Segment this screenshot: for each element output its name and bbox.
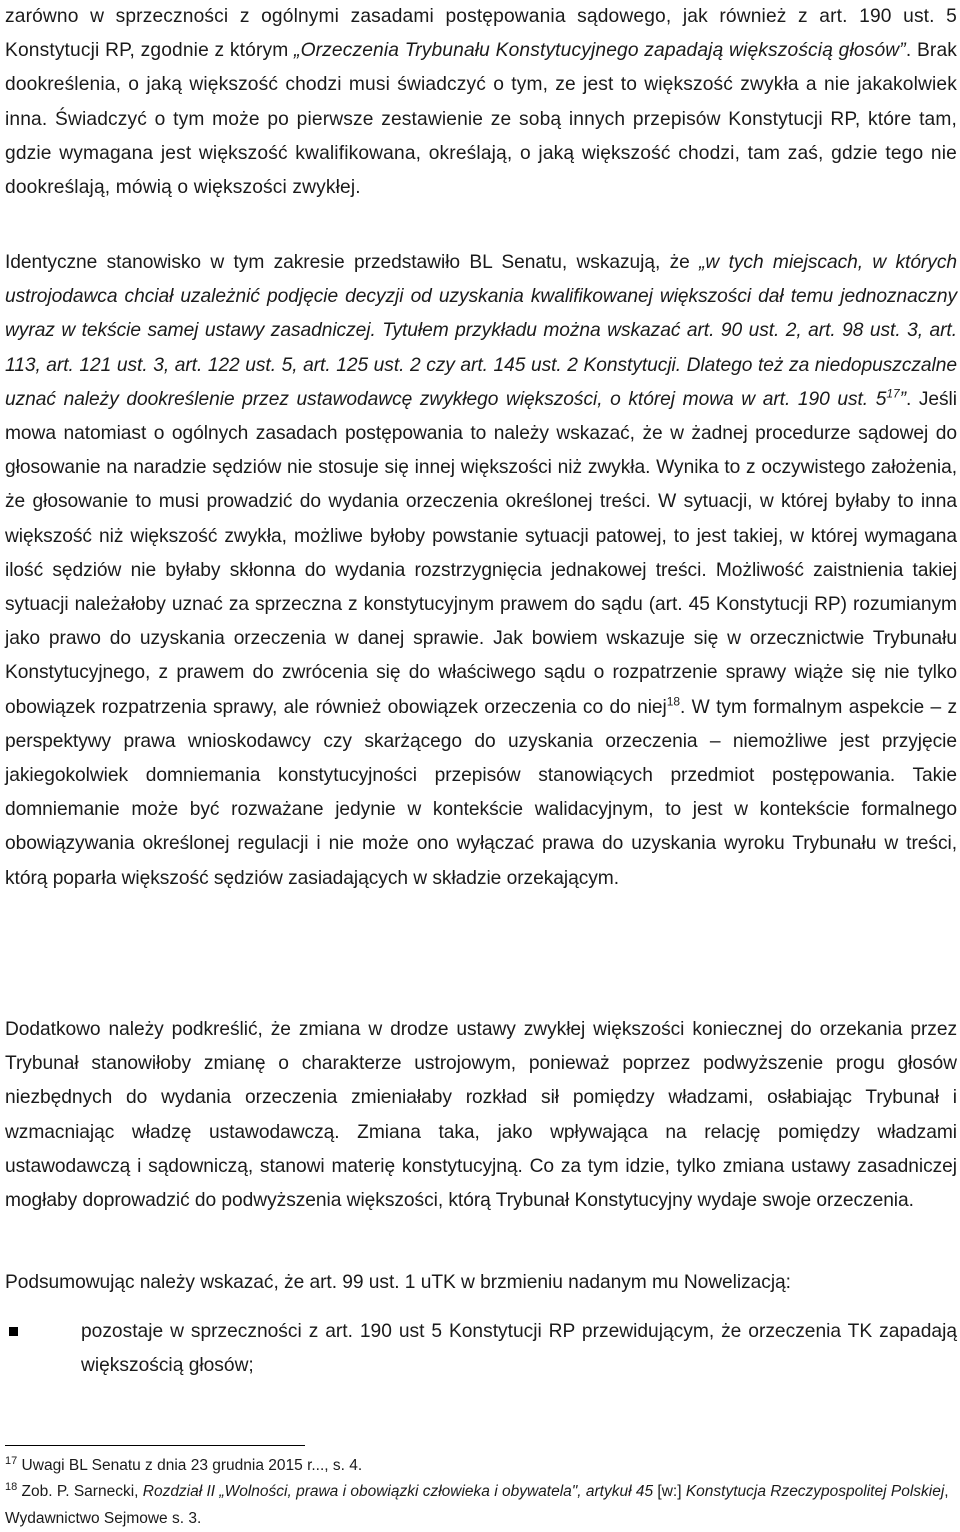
document-page: [5, 0, 958, 1377]
p2-quote-senate: [5, 252, 957, 410]
footnote-18: [5, 1478, 957, 1532]
p2-text-d: . Jeśli mowa natomiast o ogólnych zasadach postępowania to należy wskazać, że w żadnej procedurze sądowej do głosowanie na naradzie sędziów nie stosuje się innej większości niż zwykła. Wynika to z oczywistego założenia, że głosowanie to musi prowadzić do wydania orzeczenia określonej treści. W sytuacji, w której byłaby to inna większość niż większość zwykła, możliwe byłoby powstanie sytuacji patowej, to jest takiej, w której wymagana ilość sędziów nie byłaby skłonna do wydania rozstrzygnięcia jednakowej treści. Możliwość zaistnienia takiej sytuacji należałoby uznać za sprzeczna z konstytucyjnym prawem do sądu (art. 45 Konstytucji RP) rozumianym jako prawo do uzyskania orzeczenia w danej sprawie. Jak bowiem wskazuje się w orzecznictwie Trybunału Konstytucyjnego, z prawem do zwrócenia się do właściwego sądu o rozpatrzenie sprawy wiąże się nie tylko obowiązek rozpatrzenia sprawy, ale również obowiązek orzeczenia co do niej: [5, 388, 957, 718]
footnote-number-18: 18: [5, 1480, 18, 1493]
footnote-18-chapter-title: Rozdział II „Wolności, prawa i obowiązki człowieka i obywatela", artykuł 45: [142, 1483, 654, 1500]
footnote-18-text-a: Zob. P. Sarnecki,: [17, 1483, 143, 1500]
p1-text-a: zarówno w sprzeczności z ogólnymi zasadami postępowania sądowego, jak również z art. 190 ust. 5 Konstytucji RP, zgodnie z którym: [5, 6, 957, 62]
bullet-square-icon: [9, 1327, 18, 1336]
footnote-ref-17[interactable]: 17: [886, 386, 900, 401]
footnote-number-17: 17: [5, 1454, 18, 1467]
p2-quote-close: ”: [899, 388, 906, 410]
footnote-18-text-c: [w:]: [653, 1483, 686, 1500]
footnote-17: [5, 1452, 957, 1479]
p1-quote-constitution: „Orzeczenia Trybunału Konstytucyjnego zapadają większością głosów”: [294, 40, 906, 62]
paragraph-constitution-majority: [5, 0, 957, 205]
footnote-18-text-e: , Wydawnictwo Sejmowe s. 3.: [5, 1483, 949, 1527]
footnote-ref-18[interactable]: 18: [666, 694, 681, 709]
p1-text-c: . Brak dookreślenia, o jaką większość chodzi musi świadczyć o tym, ze jest to większość zwykła a nie jakakolwiek inna. Świadczyć o tym może po pierwsze zestawienie ze sobą innych przepisów Konstytucji RP, które tam, gdzie wymagana jest większość kwalifikowana, określają, o jaką większość chodzi, tam zaś, gdzie tego nie dookreślają, mówią o większości zwykłej.: [5, 40, 958, 199]
list-item-text: pozostaje w sprzeczności z art. 190 ust 5 Konstytucji RP przewidującym, że orzeczenia TK zapadają większością głosów;: [81, 1321, 957, 1377]
footnote-separator: [5, 1445, 305, 1446]
paragraph-systemic-change: Dodatkowo należy podkreślić, że zmiana w drodze ustawy zwykłej większości koniecznej do orzekania przez Trybunał stanowiłoby zmianę o charakterze ustrojowym, ponieważ poprzez podwyższenie progu głosów niezbędnych do wydania orzeczenia zmieniałaby rozkład sił pomiędzy władzami, osłabiając Trybunał i wzmacniając władzę ustawodawczą. Zmiana taka, jako wpływająca na relację pomiędzy władzami ustawodawczą i sądowniczą, stanowi materię konstytucyjną. Co za tym idzie, tylko zmiana ustawy zasadniczej mogłaby doprowadzić do podwyższenia większości, którą Trybunał Konstytucyjny wydaje swoje orzeczenia.: [5, 1019, 957, 1212]
paragraph-summary-intro: Podsumowując należy wskazać, że art. 99 ust. 1 uTK w brzmieniu nadanym mu Nowelizacją:: [5, 1272, 791, 1293]
p2-text-a: Identyczne stanowisko w tym zakresie przedstawiło BL Senatu, wskazują, że: [5, 252, 700, 273]
p2-quote-text: „w tych miejscach, w których ustrojodawca chciał uzależnić podjęcie decyzji od uzyskania kwalifikowanej większości dał temu jednoznaczny wyraz w tekście samej ustawy zasadniczej. Tytułem przykładu można wskazać art. 90 ust. 2, art. 98 ust. 3, art. 113, art. 121 ust. 3, art. 122 ust. 5, art. 125 ust. 2 czy art. 145 ust. 2 Konstytucji. Dlatego też za niedopuszczalne uznać należy dookreślenie przez ustawodawcę zwykłego większości, o której mowa w art. 190 ust. 5: [5, 252, 957, 410]
paragraph-senate-position: [5, 246, 957, 896]
footnote-18-book-title: Konstytucja Rzeczypospolitej Polskiej: [685, 1483, 945, 1500]
footnote-17-text: Uwagi BL Senatu z dnia 23 grudnia 2015 r..., s. 4.: [17, 1457, 363, 1474]
list-item: [5, 1315, 957, 1383]
p2-text-e: . W tym formalnym aspekcie – z perspektywy prawa wnioskodawcy czy skarżącego do uzyskania orzeczenia – niemożliwe jest przyjęcie jakiegokolwiek domniemania konstytucyjności przepisów stanowiących przedmiot postępowania. Takie domniemanie może być rozważane jedynie w kontekście walidacyjnym, to jest w kontekście formalnego obowiązywania określonej regulacji i nie może ono wyłączać prawa do uzyskania wyroku Trybunału w treści, którą poparła większość sędziów zasiadających w składzie orzekającym.: [5, 696, 957, 889]
